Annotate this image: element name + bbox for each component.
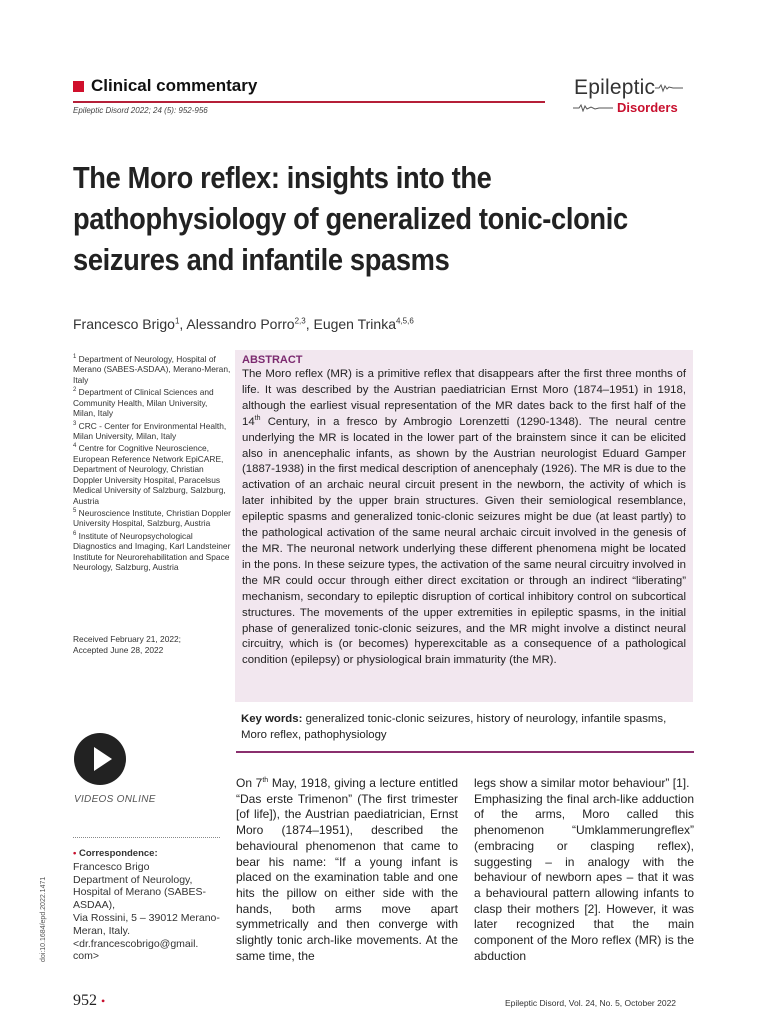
correspondence-divider (73, 837, 220, 838)
keywords (241, 712, 693, 743)
correspondence-line: ASDAA), (73, 899, 116, 912)
correspondence-line: Department of Neurology, (73, 873, 193, 886)
page-number: 952 • (73, 992, 106, 1009)
author-name: Francesco Brigo (73, 316, 175, 332)
correspondence-line: Hospital of Merano (SABES- (73, 886, 207, 899)
abstract-heading: ABSTRACT (242, 354, 303, 366)
received-dates (73, 634, 233, 655)
play-triangle-icon (94, 747, 112, 771)
affiliation-item: $^2$ Department of Clinical Sciences and Community Health, Milan University, Milan, Italy (73, 387, 214, 419)
doi: doi:10.1684/epd.2022.1471 (40, 876, 47, 962)
body-paragraph: legs show a similar motor behaviour” [1]. (474, 776, 690, 790)
footer-journal: Epileptic Disord, Vol. 24, No. 5, October 2022 (505, 998, 677, 1008)
correspondence-line: Meran, Italy. (73, 924, 130, 937)
journal-logo-disorders (617, 100, 678, 115)
author-name: Eugen Trinka (313, 316, 396, 332)
journal-citation: Epileptic Disord 2022; 24 (5): 952-956 (73, 106, 208, 115)
affiliation-item: $^6$ Institute of Neuropsychological Diagnostics and Imaging, Karl Landsteiner Institute for Neurorehabilitation and Space Neurology, Salzburg, Austria (73, 530, 231, 573)
correspondence-line: Via Rossini, 5 – 39012 Merano- (73, 911, 220, 924)
author-list: Francesco Brigo$^1$, Alessandro Porro$^{2,3}$, Eugen Trinka$^{4,5,6}$ (73, 316, 414, 332)
correspondence-heading: • Correspondence: (73, 848, 158, 859)
abstract-box (235, 350, 693, 702)
logo-text-top: Epileptic (574, 76, 656, 99)
correspondence-line: Francesco Brigo (73, 860, 150, 873)
keywords-divider (236, 751, 694, 753)
body-paragraph: Emphasizing the final arch-like adduction of the arms, Moro called this phenomenon “Umklammerungreflex” (embracing or clasping reflex), suggesting – in analogy with the behaviour of newborn apes – that it was a behavioural pattern allowing infants to clasp their mothers [2]. However, it was later recognized that the main component of the Moro reflex (MR) is the abduction (474, 791, 694, 963)
body-column-1: On 7th May, 1918, giving a lecture entitled “Das erste Trimenon” (The first trimester [of life]), the Austrian paediatrician, Ernst Moro (1874–1951), described the behavioural phenomenon that came to bear his name: “If a young infant is placed on the examination table and one hits the pillow on either side with the hands, both arms move apart symmetrically and then converge with slightly tonic arch-like movements. At the same time, the (236, 776, 459, 963)
eeg-wave-icon-small (573, 104, 613, 112)
header-divider (73, 101, 545, 103)
affiliation-item: $^5$ Neuroscience Institute, Christian Doppler University Hospital, Salzburg, Austria (73, 507, 231, 529)
section-marker-icon (73, 81, 84, 92)
correspondence-email[interactable]: <dr.francescobrigo@gmail. (73, 937, 199, 950)
logo-text-bottom: Disorders (617, 100, 678, 115)
affiliations (73, 352, 231, 573)
author-name: Alessandro Porro (186, 316, 295, 332)
abstract-text: The Moro reflex (MR) is a primitive reflex that disappears after the first three months of life. It was described by the Austrian paediatrician Ernst Moro (1874–1951) in 1918, although the earliest visual representation of the MR dates back to the first half of the 14th Century, in a fresco by Ambrogio Lorenzetti (1290-1348). The neural centre underlying the MR is located in the lower part of the brainstem since it can be elicited also in anencephalic infants, as shown by the Austrian neurologist Eduard Gamper (1887-1938) in the first medical description of anencephaly (1926). The MR is due to the activation of an archaic neural circuit present in the newborn, the activity of which is later inhibited by the upper brain structures. Given their semiological resemblance, epileptic spasms and generalized tonic-clonic seizures might be due (at least partly) to the pathological activation of the same neural archaic circuit involved in the genesis of the MR. The neuronal network underlying these different phenomena might be located in the pons. In these seizure types, the activation of the same neural circuitry involved in the MR could occur through either direct excitation or through an indirect “liberating” mechanism, secondary to epileptic disruption of cortical inhibitory control on subcortical structures. The movements of the upper extremities in epileptic spasms, in the initial phase of generalized tonic-clonic seizures, and the MR might involve a distinct neural circuitry, which is (or becomes) hyperexcitable as a consequence of a pathological condition (epilepsy) or physiological brain immaturity (the MR). (242, 368, 686, 667)
correspondence (73, 848, 233, 963)
videos-online-link[interactable]: VIDEOS ONLINE (74, 794, 156, 805)
affiliation-item: $^3$ CRC - Center for Environmental Health, Milan University, Milan, Italy (73, 420, 227, 441)
keywords-text: generalized tonic-clonic seizures, history of neurology, infantile spasms, Moro reflex, pathophysiology (241, 713, 667, 741)
received-date: Received February 21, 2022; (73, 634, 182, 644)
play-video-icon[interactable] (74, 733, 126, 785)
affiliation-item: $^4$ Centre for Cognitive Neuroscience, European Reference Network EpiCARE, Department of Neurology, Christian Doppler University Hospital, Paracelsus Medical University of Salzburg, Salzburg, Austria (73, 443, 226, 506)
affiliation-item: $^1$ Department of Neurology, Hospital of Merano (SABES-ASDAA), Merano-Meran, Italy (73, 353, 231, 385)
accepted-date: Accepted June 28, 2022 (73, 644, 164, 655)
body-column-2 (474, 776, 694, 964)
eeg-wave-icon (655, 83, 683, 93)
keywords-label: Key words: (241, 713, 303, 725)
article-title: The Moro reflex: insights into the pathophysiology of generalized tonic-clonic seizures and infantile spasms (73, 160, 628, 277)
correspondence-email-cont[interactable]: com> (73, 950, 99, 963)
journal-logo-epileptic (574, 76, 683, 100)
section-label (73, 76, 257, 96)
section-label-text: Clinical commentary (91, 76, 258, 95)
